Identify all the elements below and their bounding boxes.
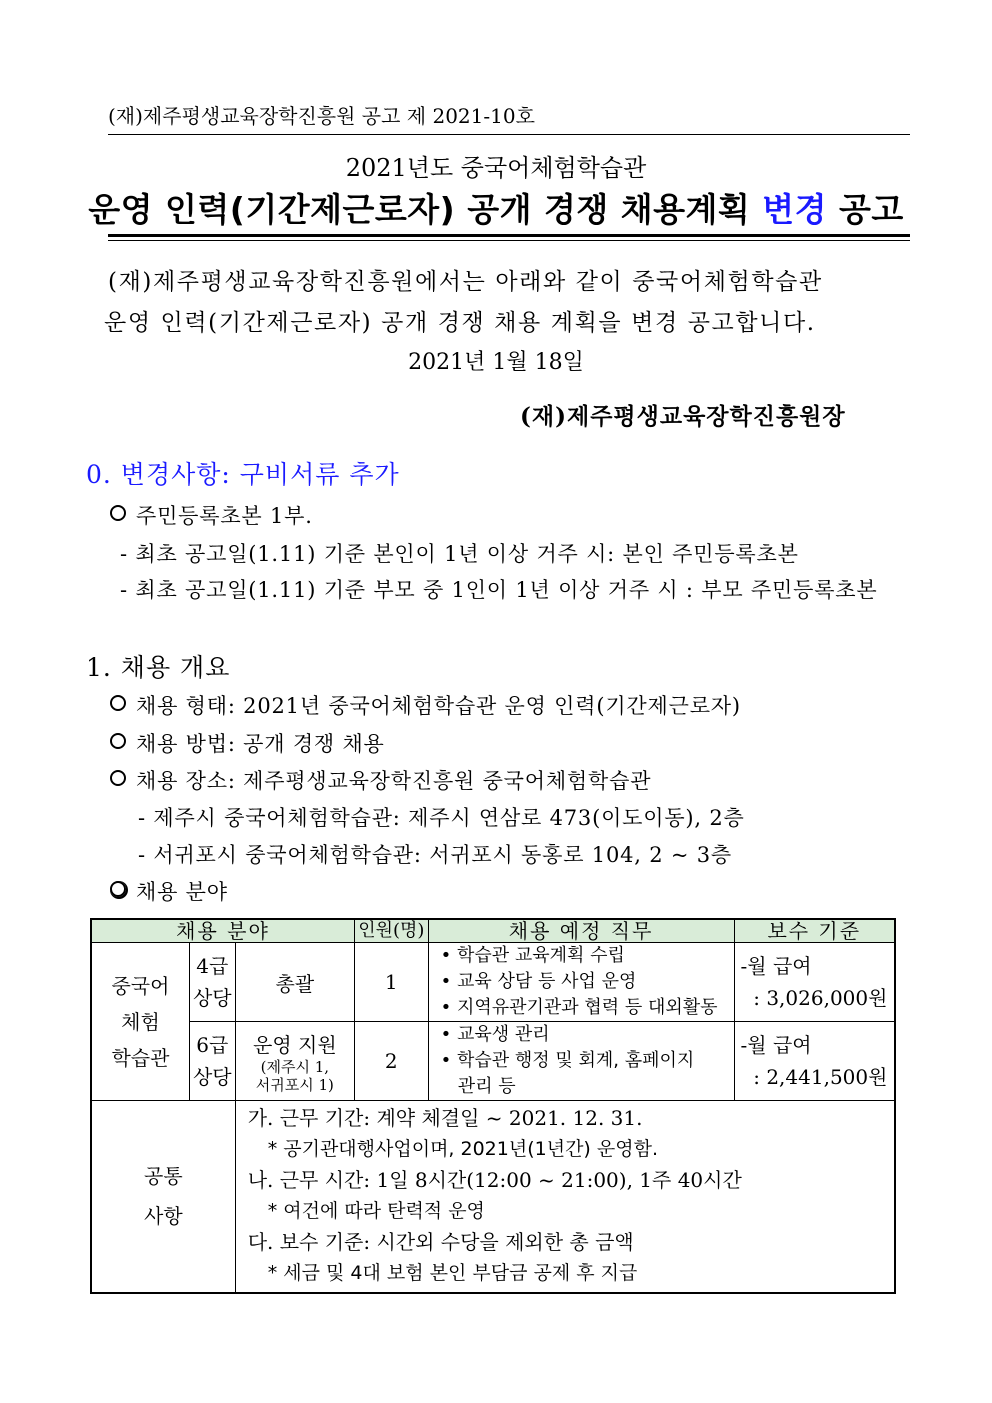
issuing-organization: (재)제주평생교육장학진흥원장 <box>520 403 846 430</box>
circle-bullet-icon <box>110 695 126 711</box>
document-subtitle: 2021년도 중국어체험학습관 <box>345 154 647 182</box>
section0-sub2: - 최초 공고일(1.11) 기준 부모 중 1인이 1년 이상 거주 시 : 부모 주민등록초본 <box>120 578 878 602</box>
table-row <box>91 1022 895 1101</box>
table-header-row <box>91 919 895 943</box>
section1-type: 채용 형태: 2021년 중국어체험학습관 운영 인력(기간제근로자) <box>110 690 741 720</box>
title-part1: 운영 인력(기간제근로자) 공개 경쟁 채용계획 <box>88 190 763 229</box>
section1-heading: 1. 채용 개요 <box>86 653 231 682</box>
recruitment-table <box>90 918 896 1294</box>
section1-place: 채용 장소: 제주평생교육장학진흥원 중국어체험학습관 <box>110 765 651 795</box>
duties-cell: • 교육생 관리 • 학습관 행정 및 회계, 홈페이지 관리 등 <box>428 1022 734 1101</box>
intro-line-2: 운영 인력(기간제근로자) 공개 경쟁 채용 계획을 변경 공고합니다. <box>104 310 816 336</box>
section0-item: 주민등록초본 1부. <box>110 500 313 530</box>
common-label-cell: 공통 사항 <box>91 1101 235 1293</box>
section1-place-sub1: - 제주시 중국어체험학습관: 제주시 연삼로 473(이도이동), 2층 <box>138 806 745 830</box>
table-row <box>91 943 895 1022</box>
role-cell: 운영 지원 (제주시 1, 서귀포시 1) <box>235 1022 354 1101</box>
org-cell: 중국어 체험 학습관 <box>91 943 189 1101</box>
header-divider <box>108 134 910 135</box>
title-divider-thick <box>108 234 910 237</box>
circle-bullet-icon <box>110 733 126 749</box>
role-cell: 총괄 <box>235 943 354 1022</box>
duties-cell: • 학습관 교육계획 수립 • 교육 상담 등 사업 운영 • 지역유관기관과 협력 등 대외활동 <box>428 943 734 1022</box>
section1-place-sub2: - 서귀포시 중국어체험학습관: 서귀포시 동홍로 104, 2 ~ 3층 <box>138 843 732 867</box>
table-row-common <box>91 1101 895 1293</box>
pay-cell: -월 급여 : 2,441,500원 <box>734 1022 895 1101</box>
notice-date: 2021년 1월 18일 <box>408 350 584 375</box>
title-divider-thin <box>108 240 910 241</box>
intro-line-1: (재)제주평생교육장학진흥원에서는 아래와 같이 중국어체험학습관 <box>108 269 823 295</box>
header-field: 채용 분야 <box>91 919 354 943</box>
circle-bullet-icon <box>110 505 126 521</box>
section1-method: 채용 방법: 공개 경쟁 채용 <box>110 728 385 758</box>
grade-cell: 6급 상당 <box>189 1022 235 1101</box>
circle-bullet-icon <box>110 881 126 897</box>
section1-field: 채용 분야 <box>110 876 228 906</box>
pay-cell: -월 급여 : 3,026,000원 <box>734 943 895 1022</box>
grade-cell: 4급 상당 <box>189 943 235 1022</box>
document-title <box>0 184 992 231</box>
common-details-cell: 가. 근무 기간: 계약 체결일 ~ 2021. 12. 31. * 공기관대행사업이며, 2021년(1년간) 운영함. 나. 근무 시간: 1일 8시간(12:00 ~ 21:00), 1주 40시간 * 여건에 따라 탄력적 운영 다. 보수 기준: 시간외 수당을 제외한 총 금액 * 세금 및 4대 보험 본인 부담금 공제 후 지급 <box>235 1101 895 1293</box>
header-duties: 채용 예정 직무 <box>428 919 734 943</box>
title-part2: 공고 <box>826 190 904 229</box>
section0-heading: 0. 변경사항: 구비서류 추가 <box>86 460 400 489</box>
title-highlight: 변경 <box>762 190 827 229</box>
count-cell: 1 <box>354 943 428 1022</box>
notice-number: (재)제주평생교육장학진흥원 공고 제 2021-10호 <box>108 104 535 128</box>
header-pay: 보수 기준 <box>734 919 895 943</box>
circle-bullet-icon <box>110 770 126 786</box>
header-count: 인원(명) <box>354 919 428 943</box>
section0-sub1: - 최초 공고일(1.11) 기준 본인이 1년 이상 거주 시: 본인 주민등록초본 <box>120 542 799 566</box>
count-cell: 2 <box>354 1022 428 1101</box>
